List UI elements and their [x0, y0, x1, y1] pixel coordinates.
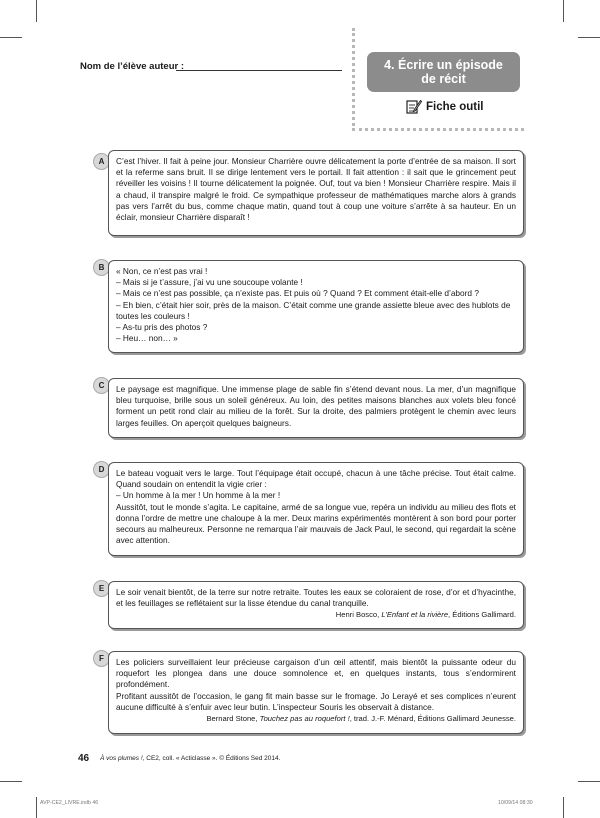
- page-number: 46: [78, 753, 90, 764]
- text-b-line: – Mais si je t’assure, j’ai vu une soucoupe volante !: [116, 277, 303, 288]
- text-label-a: A: [93, 153, 110, 170]
- crop-mark: [578, 37, 600, 38]
- crop-mark: [36, 0, 37, 22]
- pencil-notepad-icon: [406, 99, 422, 114]
- chapter-title-line2: de récit: [421, 72, 466, 86]
- text-b-line: – Mais ce n’est pas possible, ça n’existe pas. Et puis où ? Quand ? Et comment était-elle d’abord ?: [116, 288, 479, 299]
- text-f-line: Profitant aussitôt de l’occasion, le gang fit main basse sur le fromage. Jo Lerayé et ses complices n’eurent aucune difficulté à s’enfuir avec leur butin. L’inspecteur Souris les observait à distance.: [116, 690, 516, 712]
- source-author: Bernard Stone,: [206, 714, 260, 724]
- crop-mark: [36, 797, 37, 818]
- dotted-divider-horizontal: [352, 128, 524, 131]
- text-label-f: F: [93, 650, 110, 667]
- print-file-name: AVP-CE2_LIVRE.indb 46: [40, 800, 99, 806]
- book-title: À vos plumes !: [100, 755, 143, 762]
- chapter-title-line1: 4. Écrire un épisode: [384, 58, 503, 72]
- crop-mark: [563, 0, 564, 22]
- text-label-c: C: [93, 377, 110, 394]
- author-name-label: Nom de l’élève auteur :: [80, 61, 185, 72]
- text-label-e: E: [93, 580, 110, 597]
- text-c-paragraph: Le paysage est magnifique. Une immense plage de sable fin s’étend devant nous. La mer, d’un magnifique bleu turquoise, brille sous un soleil généreux. Au loin, des petites maisons blanches aux volets bleu foncé forment un petit rond clair au milieu de la forêt. Sur la droite, des palmiers protègent le chemin avec leurs larges feuilles. On aperçoit quelques baigneurs.: [116, 384, 516, 428]
- footer-credits: [100, 755, 280, 762]
- credits-text: , CE2, coll. « Acticlasse ». © Éditions Sed 2014.: [142, 755, 281, 762]
- text-box-f: [108, 651, 524, 734]
- text-d-line: – Un homme à la mer ! Un homme à la mer !: [116, 490, 281, 501]
- print-timestamp: 10/09/14 08:30: [498, 800, 533, 806]
- text-box-c: [108, 378, 524, 438]
- text-f-line: Les policiers surveillaient leur précieuse cargaison d’un œil attentif, mais bientôt la puissante odeur du roquefort les plongea dans une douce somnolence et, en quelques instants, tous s’endormirent profondément.: [116, 657, 516, 690]
- text-label-b: B: [93, 259, 110, 276]
- chapter-title: [367, 52, 520, 92]
- fiche-outil-label: Fiche outil: [426, 100, 484, 113]
- crop-mark: [578, 781, 600, 782]
- source-title: Touchez pas au roquefort !: [259, 714, 350, 724]
- crop-mark: [0, 781, 22, 782]
- text-b-line: – As-tu pris des photos ?: [116, 322, 208, 333]
- text-b-line: « Non, ce n’est pas vrai !: [116, 266, 208, 276]
- source-title: L’Enfant et la rivière: [381, 610, 449, 620]
- text-b-line: – Heu… non… »: [116, 333, 178, 344]
- crop-mark: [0, 37, 22, 38]
- source-publisher: , trad. J.-F. Ménard, Éditions Gallimard Jeunesse.: [349, 714, 516, 724]
- text-box-a: [108, 150, 524, 236]
- text-box-d: [108, 462, 524, 556]
- text-e-paragraph: Le soir venait bientôt, de la terre sur notre retraite. Toutes les eaux se coloraient de rose, d’or et d’hyacinthe, et les feuillages se reflétaient sur la lisse étendue du canal tranquille.: [116, 587, 516, 609]
- fiche-outil: [406, 99, 484, 114]
- text-f-source: [116, 713, 516, 724]
- dotted-divider-vertical: [352, 28, 355, 131]
- author-name-line[interactable]: [176, 70, 342, 71]
- text-a-paragraph: C’est l’hiver. Il fait à peine jour. Monsieur Charrière ouvre délicatement la porte d’entrée de sa maison. Il sort et la referme sans bruit. Il se dirige lentement vers le portail. Il fait attention : il sait que le grincement peut réveiller les voisins ! Il tourne délicatement la poignée. Ouf, tout va bien ! Monsieur Charrière respire. Mais il a chaud, il transpire malgré le froid. Ce sympathique professeur de mathématiques marche alors à grands pas vers l’arrêt du bus, comme chaque matin, quand tout à coup une voiture s’arrête à sa hauteur. En un éclair, monsieur Charrière disparaît !: [116, 156, 516, 223]
- source-author: Henri Bosco,: [335, 610, 382, 620]
- text-e-source: [116, 609, 516, 620]
- text-d-line: Aussitôt, tout le monde s’agita. Le capitaine, armé de sa longue vue, repéra un individu au milieu des flots et donna l’ordre de mettre une chaloupe à la mer. Deux marins expérimentés montèrent à son bord pour porter secours au malheureux. Personne ne remarqua l’air mauvais de Jack Paul, le second, qui regardait la scène avec attention.: [116, 501, 516, 546]
- text-b-line: – Eh bien, c’était hier soir, près de la maison. C’était comme une grande assiette bleue avec des hublots de toutes les couleurs !: [116, 299, 511, 321]
- text-label-d: D: [93, 461, 110, 478]
- text-box-b: [108, 260, 524, 353]
- text-d-line: Le bateau voguait vers le large. Tout l’équipage était occupé, chacun à une tâche précise. Tout était calme. Quand soudain on entendit la vigie crier :: [116, 468, 516, 490]
- source-publisher: , Éditions Gallimard.: [448, 610, 516, 620]
- text-box-e: [108, 581, 524, 629]
- crop-mark: [563, 797, 564, 818]
